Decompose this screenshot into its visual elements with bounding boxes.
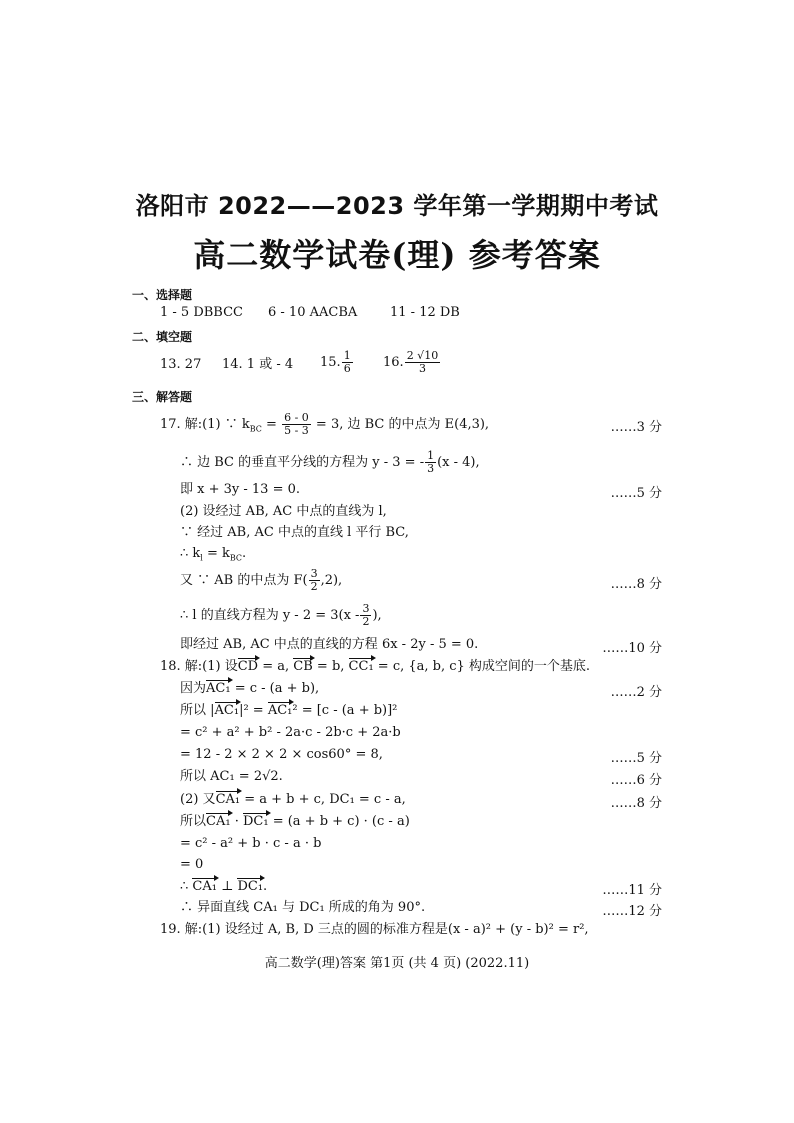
numerator: 1	[343, 349, 351, 362]
score-18-6: ……6 分	[610, 773, 662, 788]
fraction	[425, 450, 436, 475]
text: .	[263, 879, 268, 894]
score-17-5: ……5 分	[610, 486, 662, 501]
text: 17. 解:(1) ∵ k	[160, 417, 250, 432]
q17-line-9: 即经过 AB, AC 中点的直线的方程 6x - 2y - 5 = 0.	[180, 637, 479, 652]
score-17-8: ……8 分	[610, 577, 662, 592]
section-solve-heading: 三、解答题	[132, 390, 193, 404]
text: 又 ∵ AB 的中点为 F(	[180, 573, 308, 588]
subscript: l	[200, 553, 203, 563]
denominator: 2	[310, 580, 318, 593]
numerator: 2 √10	[406, 349, 439, 362]
fill-answer-13: 13. 27	[160, 357, 202, 372]
q17-line-1	[160, 412, 489, 438]
text: = (a + b + c) · (c - a)	[268, 814, 410, 829]
q17-line-8	[180, 603, 382, 628]
denominator: 3	[427, 462, 435, 475]
text: ·	[230, 814, 243, 829]
q18-line-1	[160, 659, 590, 675]
text: ,2),	[320, 573, 343, 588]
vector-ac1: AC₁	[206, 681, 231, 696]
vector-ca1: CA₁	[215, 792, 241, 807]
numerator: 3	[310, 567, 318, 580]
denominator: 5 - 3	[284, 424, 309, 437]
subscript: BC	[249, 424, 262, 434]
text: 所以 |	[180, 703, 215, 718]
q18-line-9: = c² - a² + b · c - a · b	[180, 836, 322, 851]
fraction	[282, 412, 311, 437]
exam-title: 洛阳市 2022——2023 学年第一学期期中考试	[135, 192, 659, 220]
q17-line-3: 即 x + 3y - 13 = 0.	[180, 482, 300, 497]
q18-line-5: = 12 - 2 × 2 × 2 × cos60° = 8,	[180, 747, 383, 762]
vector-dc1: DC₁	[237, 879, 264, 894]
fill-answer-14: 14. 1 或 - 4	[222, 357, 294, 372]
text: ∴	[180, 879, 193, 894]
denominator: 6	[343, 362, 351, 375]
choice-answers-3: 11 - 12 DB	[390, 305, 460, 320]
text: ⊥	[216, 879, 238, 894]
fill-15-label: 15.	[320, 355, 341, 370]
answer-key-title: 高二数学试卷(理) 参考答案	[193, 236, 601, 274]
fraction	[405, 350, 441, 375]
q18-line-7	[180, 792, 406, 808]
text: = b,	[312, 659, 349, 674]
numerator: 3	[362, 602, 370, 615]
q17-line-5: ∵ 经过 AB, AC 中点的直线 l 平行 BC,	[180, 525, 409, 540]
text: = k	[202, 546, 230, 561]
fill-answer-15	[320, 350, 354, 375]
text: ² = [c - (a + b)]²	[292, 703, 398, 718]
vector-ac1: AC₁	[214, 703, 240, 718]
q17-line-4: (2) 设经过 AB, AC 中点的直线为 l,	[180, 504, 387, 519]
q18-line-4: = c² + a² + b² - 2a·c - 2b·c + 2a·b	[180, 725, 401, 740]
fraction	[309, 568, 320, 593]
section-choice-heading: 一、选择题	[132, 288, 193, 302]
numerator: 6 - 0	[284, 411, 309, 424]
fraction	[342, 350, 353, 375]
text: 因为	[180, 681, 207, 696]
q17-line-2	[180, 450, 480, 475]
score-18-11: ……11 分	[602, 883, 662, 898]
text: ∴ l 的直线方程为 y - 2 = 3(x -	[180, 608, 360, 623]
vector-ca1: CA₁	[192, 879, 217, 894]
text: = c - (a + b),	[230, 681, 320, 696]
q19-line-1: 19. 解:(1) 设经过 A, B, D 三点的圆的标准方程是(x - a)² + (y - b)² = r²,	[160, 922, 589, 937]
score-17-10: ……10 分	[602, 641, 662, 656]
text: .	[242, 546, 247, 561]
score-18-8: ……8 分	[610, 796, 662, 811]
text: ),	[372, 608, 382, 623]
q17-line-7	[180, 568, 342, 593]
score-18-5: ……5 分	[610, 751, 662, 766]
vector-cd: CD	[237, 659, 259, 674]
choice-answers-2: 6 - 10 AACBA	[268, 305, 358, 320]
score-18-12: ……12 分	[602, 904, 662, 919]
q18-line-10: = 0	[180, 857, 204, 872]
text: (2) 又	[180, 792, 216, 807]
choice-answers-1: 1 - 5 DBBCC	[160, 305, 243, 320]
vector-dc1: DC₁	[242, 814, 269, 829]
q18-line-8	[180, 814, 410, 830]
score-18-2: ……2 分	[610, 685, 662, 700]
score-17-3: ……3 分	[610, 420, 662, 435]
q18-line-2	[180, 681, 319, 697]
vector-cb: CB	[293, 659, 313, 674]
text: ∴ k	[180, 546, 201, 561]
fill-16-label: 16.	[383, 355, 404, 370]
denominator: 2	[362, 615, 370, 628]
q18-line-3	[180, 703, 397, 719]
section-fill-heading: 二、填空题	[132, 330, 193, 344]
text: = a + b + c, DC₁ = c - a,	[240, 792, 406, 807]
fraction	[360, 603, 371, 628]
text: (x - 4),	[437, 455, 480, 470]
fill-answer-16	[383, 350, 441, 375]
text: ∴ 边 BC 的垂直平分线的方程为 y - 3 = -	[180, 455, 425, 470]
text: =	[261, 417, 282, 432]
q18-line-12: ∴ 异面直线 CA₁ 与 DC₁ 所成的角为 90°.	[180, 900, 426, 915]
q18-line-6: 所以 AC₁ = 2√2.	[180, 769, 283, 784]
denominator: 3	[418, 362, 426, 375]
page-footer: 高二数学(理)答案 第1页 (共 4 页) (2022.11)	[264, 956, 530, 971]
text: = a,	[258, 659, 294, 674]
q17-line-6	[180, 546, 246, 567]
q18-line-11	[180, 879, 267, 895]
text: = 3, 边 BC 的中点为 E(4,3),	[311, 417, 490, 432]
vector-cc1: CC₁	[348, 659, 374, 674]
text: = c, {a, b, c} 构成空间的一个基底.	[373, 659, 591, 674]
text: 18. 解:(1) 设	[160, 659, 238, 674]
subscript: BC	[229, 553, 243, 563]
numerator: 1	[427, 449, 435, 462]
vector-ca1: CA₁	[206, 814, 231, 829]
text: |² =	[239, 703, 268, 718]
text: 所以	[180, 814, 207, 829]
vector-ac1: AC₁	[267, 703, 293, 718]
